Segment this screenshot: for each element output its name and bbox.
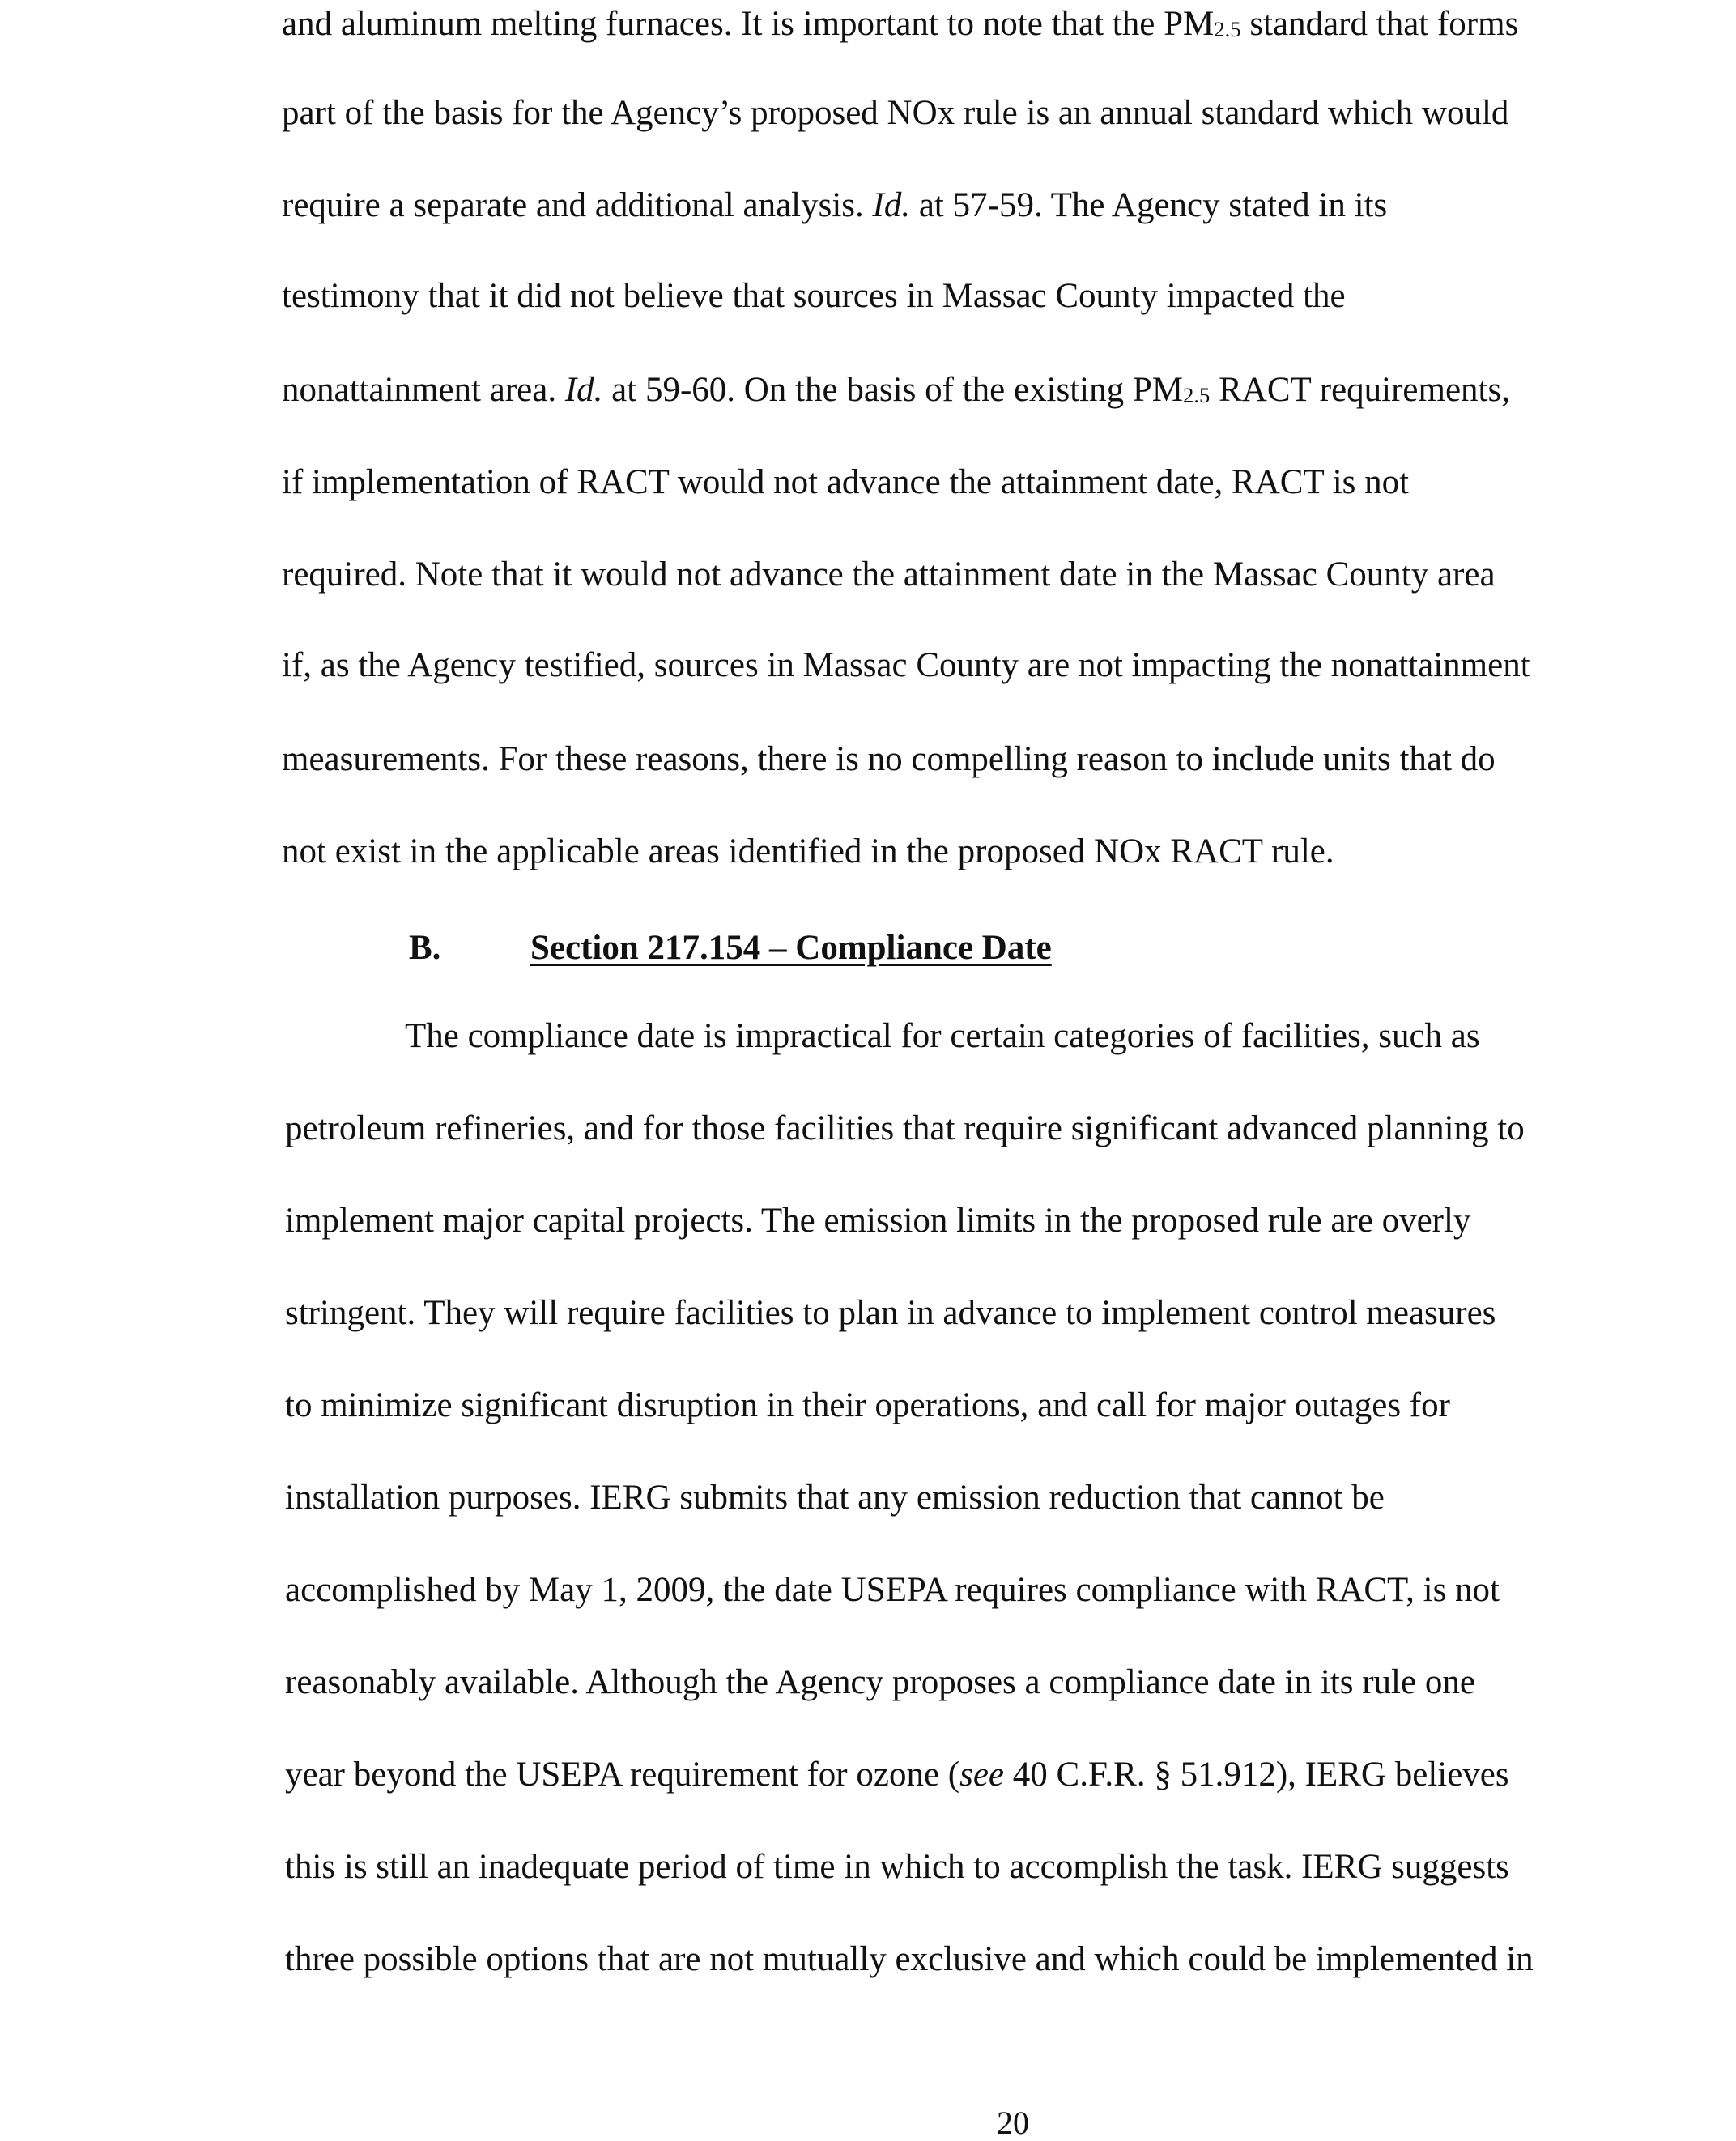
paragraph-2-line-11: three possible options that are not mutually exclusive and which could be implemented in — [285, 1940, 1534, 1978]
paragraph-1-line-10: not exist in the applicable areas identified in the proposed NOx RACT rule. — [282, 832, 1334, 870]
paragraph-1-line-1 — [282, 6, 1518, 41]
text-run: and aluminum melting furnaces. It is important to note that the PM — [282, 5, 1215, 43]
paragraph-1-line-9: measurements. For these reasons, there is no compelling reason to include units that do — [282, 740, 1496, 778]
paragraph-1-line-6: if implementation of RACT would not advance the attainment date, RACT is not — [282, 463, 1410, 501]
paragraph-2-line-6: installation purposes. IERG submits that any emission reduction that cannot be — [285, 1479, 1385, 1517]
text-run: year beyond the USEPA requirement for ozone ( — [285, 1756, 960, 1794]
paragraph-2-line-5: to minimize significant disruption in their operations, and call for major outages for — [285, 1386, 1450, 1424]
paragraph-2-line-8: reasonably available. Although the Agency proposes a compliance date in its rule one — [285, 1663, 1475, 1701]
paragraph-2-line-9 — [285, 1757, 1509, 1792]
text-run: RACT requirements, — [1210, 371, 1510, 409]
paragraph-2-line-3: implement major capital projects. The emission limits in the proposed rule are overly — [285, 1202, 1471, 1240]
text-run: require a separate and additional analysis. — [282, 186, 873, 224]
section-heading — [409, 928, 1052, 968]
section-letter: B. — [409, 929, 441, 967]
text-run: at 57-59. The Agency stated in its — [910, 186, 1388, 224]
paragraph-2-line-2: petroleum refineries, and for those facilities that require significant advanced planning to — [285, 1109, 1525, 1147]
paragraph-1-line-3 — [282, 188, 1387, 223]
paragraph-2-line-4: stringent. They will require facilities to plan in advance to implement control measures — [285, 1294, 1496, 1332]
section-title: Section 217.154 – Compliance Date — [530, 929, 1052, 967]
text-run: standard that forms — [1240, 5, 1519, 43]
paragraph-1-line-4: testimony that it did not believe that sources in Massac County impacted the — [282, 277, 1346, 315]
paragraph-1-line-7: required. Note that it would not advance the attainment date in the Massac County area — [282, 555, 1496, 594]
citation-id: Id. — [564, 371, 603, 409]
paragraph-1-line-5 — [282, 372, 1510, 407]
page-number: 20 — [997, 2105, 1029, 2141]
subscript: 2.5 — [1214, 17, 1241, 42]
paragraph-2-line-1: The compliance date is impractical for certain categories of facilities, such as — [405, 1017, 1480, 1055]
paragraph-1-line-2: part of the basis for the Agency’s proposed NOx rule is an annual standard which would — [282, 94, 1509, 132]
text-run: at 59-60. On the basis of the existing PM — [602, 371, 1184, 409]
paragraph-2-line-10: this is still an inadequate period of time in which to accomplish the task. IERG suggests — [285, 1848, 1509, 1886]
text-run: 40 C.F.R. § 51.912), IERG believes — [1004, 1756, 1509, 1794]
citation-signal: see — [959, 1756, 1005, 1794]
citation-id: Id. — [872, 186, 911, 224]
paragraph-2-line-7: accomplished by May 1, 2009, the date USEPA requires compliance with RACT, is not — [285, 1571, 1500, 1609]
subscript: 2.5 — [1183, 383, 1211, 408]
paragraph-1-line-8: if, as the Agency testified, sources in Massac County are not impacting the nonattainment — [282, 646, 1530, 684]
text-run: nonattainment area. — [282, 371, 565, 409]
